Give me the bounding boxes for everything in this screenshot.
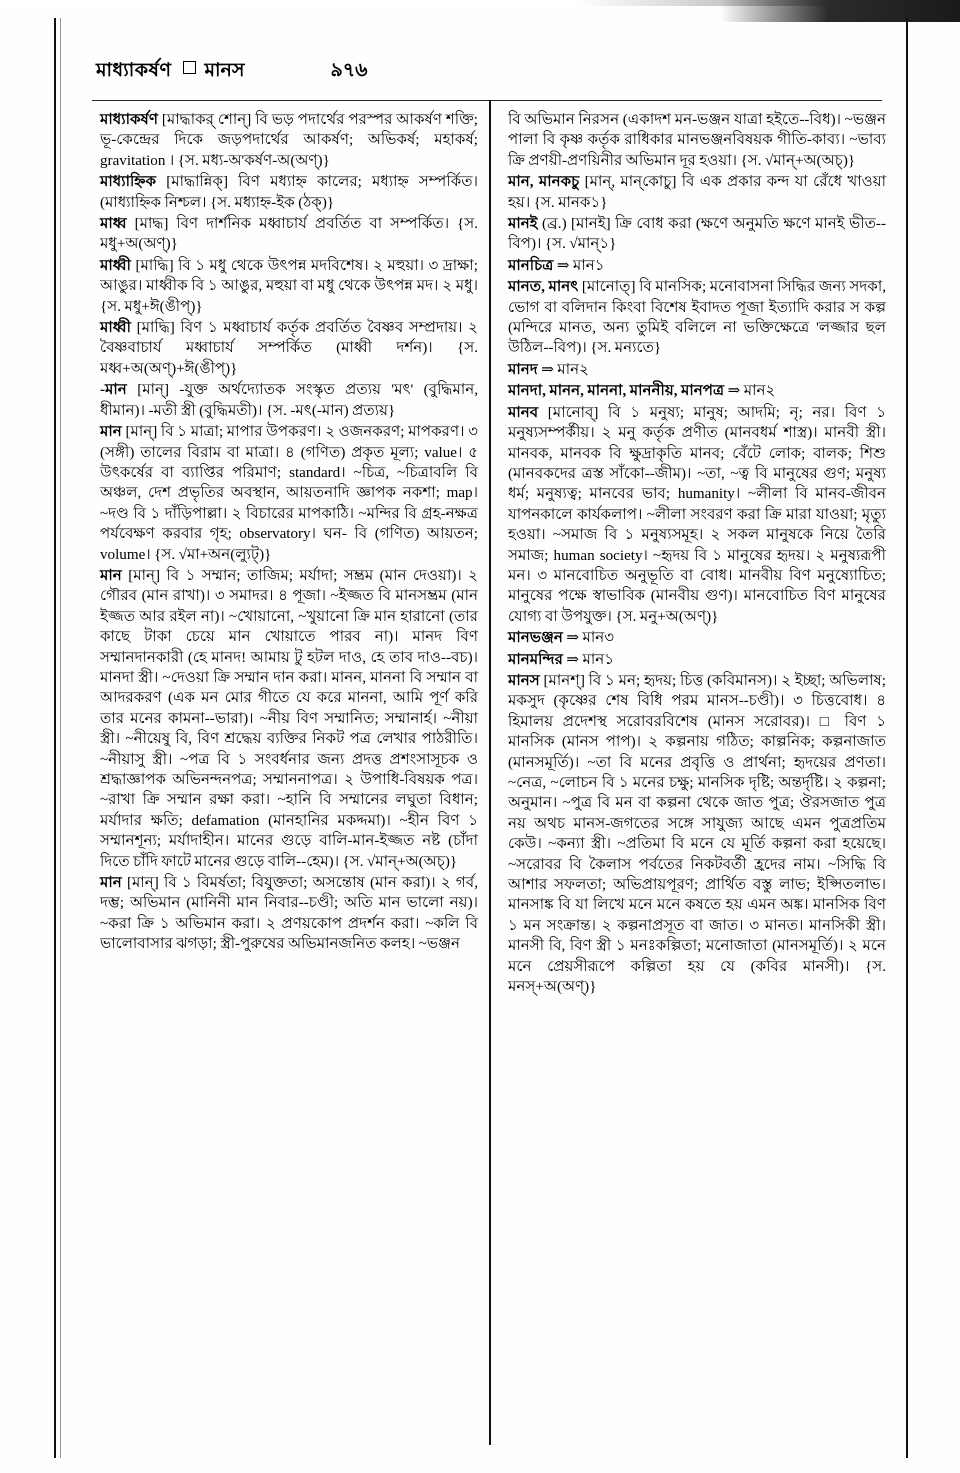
entry-body: ⇒ মান৩ [566, 630, 615, 647]
dictionary-entry [508, 650, 886, 670]
running-head [96, 56, 886, 90]
entry-body: [মান্] বি ১ বিমর্ষতা; বিযুক্ততা; অসন্তোষ (মান করা)। ২ গর্ব, দম্ভ; অভিমান (মানিনী মান নিবার--চণ্ডী; অতি মান ভালো নয়)। ~করা ক্রি ১ অভিমান করা। ২ প্রণয়কোপ প্রদর্শন করা। ~কলি বি ভালোবাসার ঝগড়া; স্ত্রী-পুরুষের অভিমানজনিত কলহ। ~ভঞ্জন [100, 875, 478, 953]
page-number: ৯৭৬ [330, 60, 368, 81]
entry-body: [মান্] বি ১ মাত্রা; মাপার উপকরণ। ২ ওজনকরণ; মাপকরণ। ৩ (সঙ্গী) তালের বিরাম বা মাত্রা। ৪ (গণিত) প্রকৃত মূল্য; value। ৫ উৎকর্ষের বা ব্যাপ্তির পরিমাণ; standard। ~চিত্র, ~চিত্রাবলি বি অঞ্চল, দেশ প্রভৃতির অবস্থান, আয়তনাদি জ্ঞাপক নকশা; map। ~দণ্ড বি ১ দাঁড়িপাল্লা। ২ বিচারের মাপকাঠি। ~মন্দির বি গ্রহ-নক্ষত্র পর্যবেক্ষণ করবার গৃহ; observatory। ঘন- বি (গণিত) আয়তন; volume। {স. √মা+অন(ল্যুট্)} [100, 424, 478, 563]
square-separator-icon [183, 61, 196, 74]
entry-body: [মান্] বি ১ সম্মান; তাজিম; মর্যাদা; সম্ভ্রম (মান দেওয়া)। ২ গৌরব (মান রাখা)। ৩ সমাদর। ৪ পূজা। ~ইজ্জত বি মানসম্ভ্রম (মান ইজ্জত আর রইল না)। ~খোয়ানো, ~খুয়ানো ক্রি মান হারানো (তার কাছে টাকা চেয়ে মান খোয়াতে পারব না)। মানদ বিণ সম্মানদানকারী (হে মানদ! আমায় টু হটল দাও, হে তাব দাও--বচ)। মানদা স্ত্রী। ~দেওয়া ক্রি সম্মান দান করা। মানন, মাননা বি সম্মান বা আদরকরণ (এক মন মোর গীতে যে করে মাননা, আমি পূর্ণ করি তার মনের কামনা--ভারা)। ~নীয় বিণ সম্মানিত; সম্মানার্হ। ~নীয়া স্ত্রী। ~নীয়েষু বি, বিণ শ্রদ্ধেয় ব্যক্তির নিকট পত্র লেখার পাঠরীতি। ~নীয়াসু স্ত্রী। ~পত্র বি ১ সংবর্ধনার জন্য প্রদত্ত প্রশংসাসূচক ও শ্রদ্ধাজ্ঞাপক অভিনন্দনপত্র; সম্মাননাপত্র। ২ উপাধি-বিষয়ক পত্র। ~রাখা ক্রি সম্মান রক্ষা করা। ~হানি বি সম্মানের লঘুতা বিধান; মর্যাদার ক্ষতি; defamation (মানহানির মকদ্দমা)। ~হীন বিণ ১ সম্মানশূন্য; মর্যাদাহীন। মানের গুড়ে বালি-মান-ইজ্জত নষ্ট (চাঁদা দিতে চাঁদি ফাটে মানের গুড়ে বালি--হেম)। {স. √মান্+অ(অচ্)} [100, 567, 478, 870]
entry-body: বি অভিমান নিরসন (একাদশ মন-ভঞ্জন যাত্রা হইতে--বিধ)। ~ভঞ্জন পালা বি কৃষ্ণ কর্তৃক রাধিকার মানভঞ্জনবিষয়ক গীতি-কাব্য। ~ভাব্য ক্রি প্রণয়ী-প্রণয়িনীর অভিমান দূর হওয়া। {স. √মান্+অ(অচ্)} [508, 112, 886, 169]
entry-headword: -মান [100, 382, 127, 399]
entry-body: ⇒ মান১ [566, 651, 615, 668]
entry-body: [মাদ্ধান্নিক্] বিণ মধ্যাহ্ন কালের; মধ্যাহ্ন সম্পর্কিত। (মাধ্যাহ্নিক নিশ্চল। {স. মধ্যাহ্ন-ইক (ঠক্‌)} [100, 174, 478, 211]
entry-headword: মান [100, 875, 122, 892]
entry-headword: মানদা, মানন, মাননা, মাননীয়, মানপত্র [508, 383, 725, 400]
dictionary-entry [508, 381, 886, 401]
page-border-left [54, 18, 56, 1458]
entry-headword: মাধ্বী [100, 257, 131, 274]
page-border-left-inner [60, 18, 61, 1458]
entry-body: [মান্, মান্‌কোচু] বি এক প্রকার কন্দ যা রেঁধে খাওয়া হয়। {স. মানক১} [508, 174, 886, 211]
dictionary-entry [100, 422, 478, 565]
entry-headword: মান, মানকচু [508, 174, 580, 191]
dictionary-entry [508, 403, 886, 627]
entry-body: ⇒ মান২ [727, 383, 776, 400]
running-head-right: মানস [204, 60, 245, 81]
scan-corner-artifact [720, 0, 960, 22]
entry-headword: মাধ্যাকর্ষণ [100, 112, 158, 128]
entry-headword: মাধ্যাহ্নিক [100, 174, 157, 191]
entry-headword: মান [100, 567, 122, 584]
dictionary-entry [100, 566, 478, 872]
dictionary-entry-continuation [508, 110, 886, 171]
entry-body: [মাদ্ধাকর্ শোন্] বি ভড় পদার্থের পরস্পর আকর্ষণ শক্তি; ভূ-কেন্দ্রের দিকে জড়পদার্থের আকর্ষণ; অভিকর্ষ; মহাকর্ষ; gravitation । {স. মধ্য-অ'কর্ষণ-অ(অণ্)} [100, 112, 478, 169]
entry-body: [মানশ্] বি ১ মন; হৃদয়; চিত্ত (কবিমানস)। ২ ইচ্ছা; অভিলাষ; মকসুদ (কৃষ্ণের শেষ বিধি পরম মানস--চণ্ডী)। ৩ চিত্তবোধ। ৪ হিমালয় প্রদেশস্থ সরোবরবিশেষ (মানস সরোবর)। □ বিণ ১ মানসিক (মানস পাপ)। ২ কল্পনায় গঠিত; কাল্পনিক; কল্পনাজাত (মানসমূর্তি)। ~তা বি মনের প্রবৃত্তি ও প্রার্থনা; হৃদয়ের প্রণতা। ~নেত্র, ~লোচন বি ১ মনের চক্ষু; মানসিক দৃষ্টি; অন্তর্দৃষ্টি। ২ কল্পনা; অনুমান। ~পুত্র বি মন বা কল্পনা থেকে জাত পুত্র; ঔরসজাত পুত্র নয় অথচ মানস-জগতের সঙ্গে সাযুজ্য আছে এমন পুত্রপ্রতিম কেউ। ~কন্যা স্ত্রী। ~প্রতিমা বি মনে যে মূর্তি কল্পনা করা হয়েছে। ~সরোবর বি কৈলাস পর্বতের নিকটবর্তী হ্রদের নাম। ~সিদ্ধি বি আশার সফলতা; অভিপ্রায়পূরণ; প্রার্থিত বস্তু লাভ; ইপ্সিতলাভ। মানসাঙ্ক বি যা লিখে মনে মনে কষতে হয় এমন অঙ্ক। মানসিক বিণ ১ মন সংক্রান্ত। ২ কল্পনাপ্রসূত বা জাত। ৩ মানত। মানসিকী স্ত্রী। মানসী বি, বিণ স্ত্রী ১ মনঃকল্পিতা; মনোজাতা (মানসমূর্তি)। ২ মনে মনে প্রেয়সীরূপে কল্পিতা হয় যে (কবির মানসী)। {স. মনস্+অ(অণ্)} [508, 672, 886, 996]
dictionary-entry [508, 360, 886, 380]
dictionary-entry [508, 277, 886, 359]
column-divider [489, 100, 491, 1445]
entry-headword: মাধ্বী [100, 320, 131, 337]
text-column-left [100, 110, 478, 956]
entry-body: [মানোত্] বি মানসিক; মনোবাসনা সিদ্ধির জন্য সদকা, ভোগ বা বলিদান কিংবা বিশেষ ইবাদত পূজা ইত্যাদি করার স কল্প (মন্দিরে মানত, অন্য তুমিই বলিলে না ভক্তিক্ষেত্রে 'লজ্জার ছল উঠিল--বিপ)। {স. মন্যতে} [508, 279, 886, 357]
entry-headword: মানদ [508, 361, 538, 378]
dictionary-entry [100, 873, 478, 955]
entry-body: (ব্র.) [মানই] ক্রি বোধ করা (ক্ষণে অনুমতি ক্ষণে মানই ভীত--বিপ)। {স. √মান্১} [508, 216, 886, 253]
dictionary-entry [508, 628, 886, 648]
entry-body: [মাদ্ধি] বিণ ১ মধ্বাচার্য কর্তৃক প্রবর্তিত বৈষ্ণব সম্প্রদায়। ২ বৈষ্ণবাচার্য মধ্বাচার্য সম্পর্কিত (মাধ্বী দর্শন)। {স. মধ্ব+অ(অণ্)+ঈ(ঙীপ্)} [100, 320, 478, 377]
entry-headword: মান [100, 424, 122, 441]
dictionary-entry [100, 318, 478, 379]
dictionary-entry [100, 380, 478, 421]
entry-body: ⇒ মান২ [541, 361, 589, 378]
text-column-right [508, 110, 886, 998]
header-rule [92, 100, 882, 101]
dictionary-entry [100, 172, 478, 213]
dictionary-entry [100, 256, 478, 317]
entry-headword: মানস [508, 672, 540, 689]
entry-headword: মানমন্দির [508, 651, 563, 668]
entry-body: [মাদ্ধ] বিণ দার্শনিক মধ্বাচার্য প্রবর্তিত বা সম্পর্কিত। {স. মধু+অ(অণ্)} [100, 216, 479, 253]
dictionary-entry [508, 256, 886, 276]
dictionary-entry [508, 214, 886, 255]
dictionary-entry [100, 214, 478, 255]
entry-body: [মান্] -যুক্ত অর্থদ্যোতক সংস্কৃত প্রত্যয় 'মৎ' (বুদ্ধিমান, ধীমান)। -মতী স্ত্রী (বুদ্ধিমতী)। {স. -মৎ(-মান) প্রত্যয়} [100, 382, 479, 419]
running-head-left: মাধ্যাকর্ষণ [96, 60, 172, 81]
entry-headword: মানব [508, 404, 539, 421]
dictionary-entry [508, 172, 886, 213]
entry-headword: মাধ্ব [100, 216, 127, 233]
entry-body: [মাদ্ধি] বি ১ মধু থেকে উৎপন্ন মদবিশেষ। ২ মহুয়া। ৩ দ্রাক্ষা; আঙুর। মাধ্বীক বি ১ আঙুর, মহুয়া বা মধু থেকে উৎপন্ন মদ। ২ মধু। {স. মধু+ঈ(ঙীপ্)} [100, 257, 478, 315]
dictionary-entry [508, 671, 886, 998]
entry-body: ⇒ মান১ [556, 257, 605, 274]
entry-headword: মানভঞ্জন [508, 630, 563, 647]
dictionary-entry [100, 110, 478, 171]
entry-headword: মানত, মানৎ [508, 279, 579, 296]
entry-body: [মানোব্] বি ১ মনুষ্য; মানুষ; আদমি; নৃ; নর। বিণ ১ মনুষ্যসম্পর্কীয়। ২ মনু কর্তৃক প্রণীত (মানবধর্ম শাস্ত্র)। মানবী স্ত্রী। মানবক, মানবক বি ক্ষুদ্রাকৃতি মানব; বেঁটে লোক; বালক; শিশু (মানবকদের ত্রস্ত সাঁকো--জীম)। ~তা, ~ত্ব বি মানুষের গুণ; মনুষ্য ধর্ম; মনুষ্যত্ব; মানবের ভাব; humanity। ~লীলা বি মানব-জীবন যাপনকালে কার্যকলাপ। ~লীলা সংবরণ করা ক্রি মারা যাওয়া; মৃত্যু হওয়া। ~সমাজ বি ১ মনুষ্যসমূহ। ২ সকল মানুষকে নিয়ে তৈরি সমাজ; human society। ~হৃদয় বি ১ মানুষের হৃদয়। ২ মনুষ্যরূপী মন। ৩ মানবোচিত অনুভূতি বা বোধ। মানবীয় বিণ মনুষ্যোচিত; মানুষের পক্ষে স্বাভাবিক (মানবীয় গুণ)। মানবোচিত বিণ মানুষের যোগ্য বা উপযুক্ত। {স. মনু+অ(অণ্)} [508, 404, 886, 625]
page-border-right [906, 18, 908, 1458]
entry-headword: মানই [508, 216, 538, 233]
entry-headword: মানচিত্র [508, 257, 554, 274]
